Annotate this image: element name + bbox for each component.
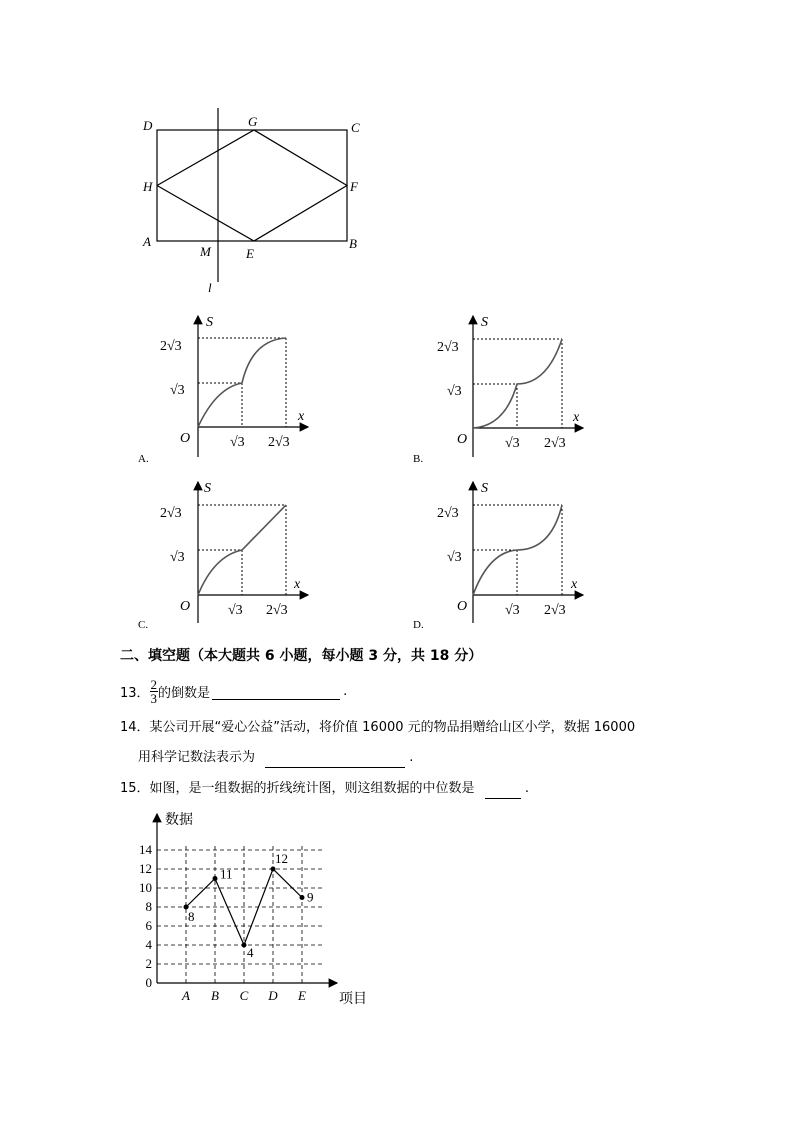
data-point — [242, 943, 247, 948]
question-number: 13． — [120, 685, 150, 701]
vertex-B: B — [349, 236, 357, 251]
s-axis-label: S — [481, 315, 488, 330]
y-tick-2sqrt3: 2√3 — [437, 340, 459, 355]
s-axis-label: S — [204, 481, 211, 496]
y-tick-label: 8 — [145, 899, 152, 914]
option-label: B. — [413, 453, 424, 465]
origin-label: O — [457, 599, 468, 614]
x-axis-label: x — [573, 410, 580, 425]
data-label: 4 — [247, 945, 254, 960]
data-label: 8 — [188, 909, 195, 924]
graph-B — [413, 312, 613, 467]
question-text-line1: 某公司开展“爱心公益”活动，将价值 16000 元的物品捐赠给山区小学，数据 16000 — [149, 720, 636, 735]
data-label: 12 — [275, 851, 288, 866]
x-axis-label: x — [298, 409, 305, 424]
data-point — [271, 867, 276, 872]
fraction-two-thirds — [150, 678, 159, 705]
origin-label: O — [180, 599, 191, 614]
x-axis-title: 项目 — [339, 992, 367, 1007]
x-tick-label: E — [298, 988, 306, 1003]
vertex-F: F — [350, 179, 358, 194]
vertex-D: D — [143, 118, 153, 133]
data-point — [213, 876, 218, 881]
question-text-line2: 用科学记数法表示为 — [138, 750, 256, 765]
question-13 — [120, 671, 347, 711]
y-tick-label: 12 — [139, 861, 152, 876]
x-tick-2sqrt3: 2√3 — [266, 603, 288, 618]
question-number: 15． — [120, 781, 150, 796]
x-tick-sqrt3: √3 — [230, 435, 245, 450]
rectangle-figure — [130, 100, 380, 300]
option-label: D. — [413, 619, 424, 631]
s-axis-label: S — [481, 481, 488, 496]
y-axis-title: 数据 — [165, 813, 193, 828]
fraction-denominator: 3 — [150, 690, 158, 706]
vertex-E: E — [246, 246, 254, 261]
question-end: . — [524, 781, 529, 796]
question-15 — [120, 779, 529, 799]
s-axis-label: S — [206, 315, 213, 330]
graph-C — [138, 478, 338, 633]
vertex-G: G — [248, 114, 258, 129]
x-tick-sqrt3: √3 — [505, 603, 520, 618]
vertex-H: H — [143, 179, 153, 194]
x-axis-label: x — [294, 577, 301, 592]
vertex-C: C — [351, 120, 360, 135]
answer-blank[interactable] — [485, 782, 521, 799]
x-tick-label: A — [182, 988, 190, 1003]
vertex-A: A — [143, 234, 151, 249]
answer-blank[interactable] — [212, 683, 340, 700]
fraction-numerator: 2 — [150, 676, 158, 692]
y-tick-label: 6 — [145, 918, 152, 933]
question-end: . — [343, 683, 348, 699]
question-end: . — [409, 750, 414, 765]
x-tick-2sqrt3: 2√3 — [544, 436, 566, 451]
x-tick-sqrt3: √3 — [228, 603, 243, 618]
question-text: 的倒数是 — [158, 685, 211, 701]
x-axis-label: x — [571, 577, 578, 592]
y-tick-2sqrt3: 2√3 — [160, 506, 182, 521]
y-tick-2sqrt3: 2√3 — [160, 339, 182, 354]
answer-blank[interactable] — [265, 751, 405, 768]
section-title: 二、填空题（本大题共 6 小题，每小题 3 分，共 18 分） — [120, 648, 483, 664]
y-tick-label: 14 — [139, 842, 152, 857]
x-tick-2sqrt3: 2√3 — [268, 435, 290, 450]
origin-label: O — [457, 432, 468, 447]
question-14-line2 — [138, 748, 413, 768]
y-tick-label: 4 — [145, 937, 152, 952]
x-tick-label: B — [211, 988, 219, 1003]
data-point — [300, 895, 305, 900]
line-chart — [130, 808, 370, 1013]
data-label: 11 — [220, 866, 233, 882]
question-number: 14． — [120, 720, 150, 735]
y-tick-sqrt3: √3 — [447, 550, 462, 565]
y-tick-label: 0 — [145, 975, 152, 990]
graph-D — [413, 478, 613, 633]
y-tick-sqrt3: √3 — [170, 550, 185, 565]
y-tick-sqrt3: √3 — [447, 384, 462, 399]
x-tick-label: C — [239, 988, 249, 1003]
x-tick-2sqrt3: 2√3 — [544, 603, 566, 618]
y-tick-label: 2 — [145, 956, 152, 971]
graph-A — [138, 312, 338, 467]
option-label: A. — [138, 453, 149, 465]
vertex-M: M — [200, 244, 211, 259]
y-tick-2sqrt3: 2√3 — [437, 506, 459, 521]
question-14 — [120, 718, 635, 738]
line-l-label: l — [208, 280, 212, 295]
option-label: C. — [138, 619, 149, 631]
question-text: 如图，是一组数据的折线统计图，则这组数据的中位数是 — [149, 781, 475, 796]
y-tick-sqrt3: √3 — [170, 383, 185, 398]
data-label: 9 — [307, 889, 314, 905]
origin-label: O — [180, 431, 191, 446]
x-tick-label: D — [268, 988, 278, 1003]
y-tick-label: 10 — [139, 880, 152, 895]
x-tick-sqrt3: √3 — [505, 436, 520, 451]
